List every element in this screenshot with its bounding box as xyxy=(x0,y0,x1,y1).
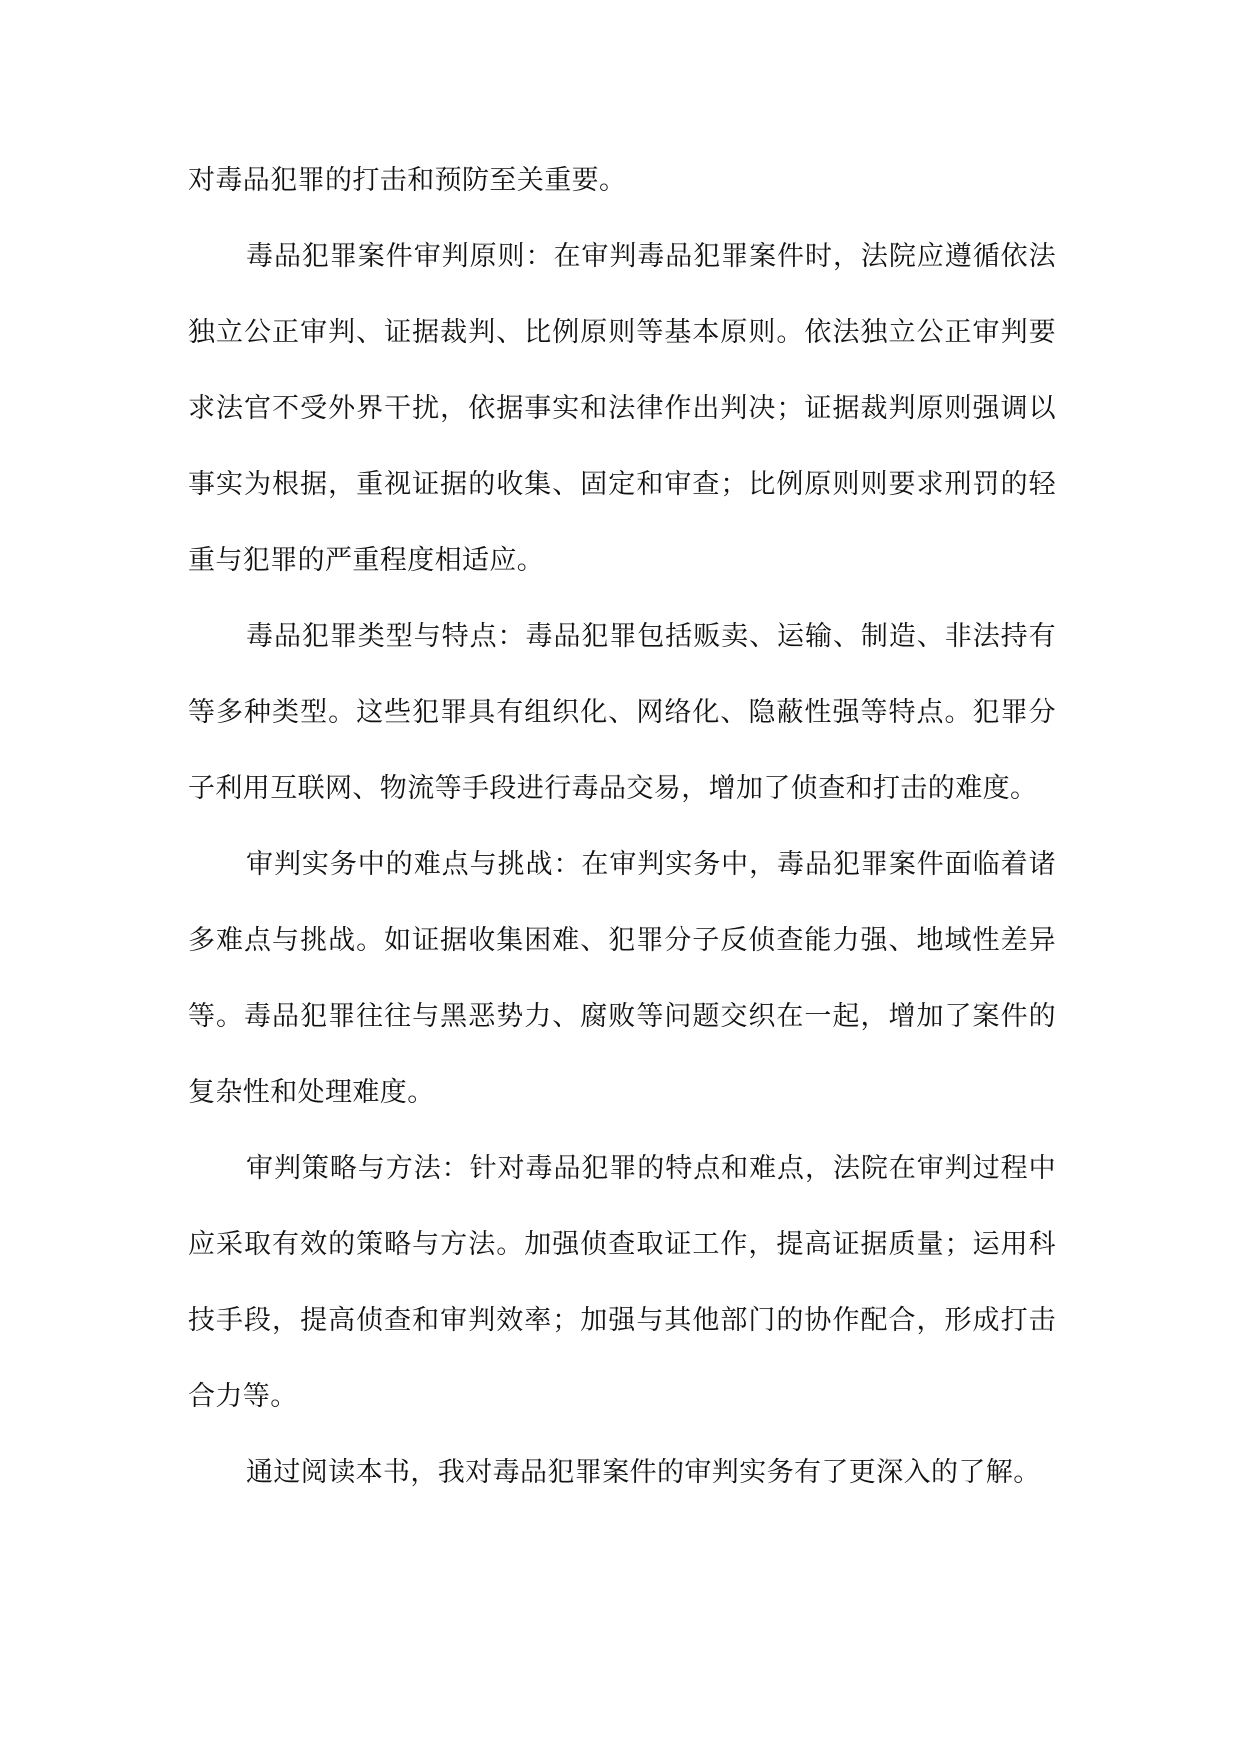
paragraph-difficulties: 审判实务中的难点与挑战：在审判实务中，毒品犯罪案件面临着诸多难点与挑战。如证据收集困难、犯罪分子反侦查能力强、地域性差异等。毒品犯罪往往与黑恶势力、腐败等问题交织在一起，增加了案件的复杂性和处理难度。 xyxy=(188,849,1056,1108)
document-body xyxy=(188,143,1056,1511)
paragraph-trial-principles: 毒品犯罪案件审判原则：在审判毒品犯罪案件时，法院应遵循依法独立公正审判、证据裁判、比例原则等基本原则。依法独立公正审判要求法官不受外界干扰，依据事实和法律作出判决；证据裁判原则强调以事实为根据，重视证据的收集、固定和审查；比例原则则要求刑罚的轻重与犯罪的严重程度相适应。 xyxy=(188,241,1056,576)
paragraph-conclusion: 通过阅读本书，我对毒品犯罪案件的审判实务有了更深入的了解。 xyxy=(246,1457,1041,1488)
paragraph-intro-continuation: 对毒品犯罪的打击和预防至关重要。 xyxy=(188,165,627,196)
paragraph-crime-types: 毒品犯罪类型与特点：毒品犯罪包括贩卖、运输、制造、非法持有等多种类型。这些犯罪具有组织化、网络化、隐蔽性强等特点。犯罪分子利用互联网、物流等手段进行毒品交易，增加了侦查和打击的难度。 xyxy=(188,621,1056,804)
paragraph-strategies: 审判策略与方法：针对毒品犯罪的特点和难点，法院在审判过程中应采取有效的策略与方法。加强侦查取证工作，提高证据质量；运用科技手段，提高侦查和审判效率；加强与其他部门的协作配合，形成打击合力等。 xyxy=(188,1153,1056,1412)
